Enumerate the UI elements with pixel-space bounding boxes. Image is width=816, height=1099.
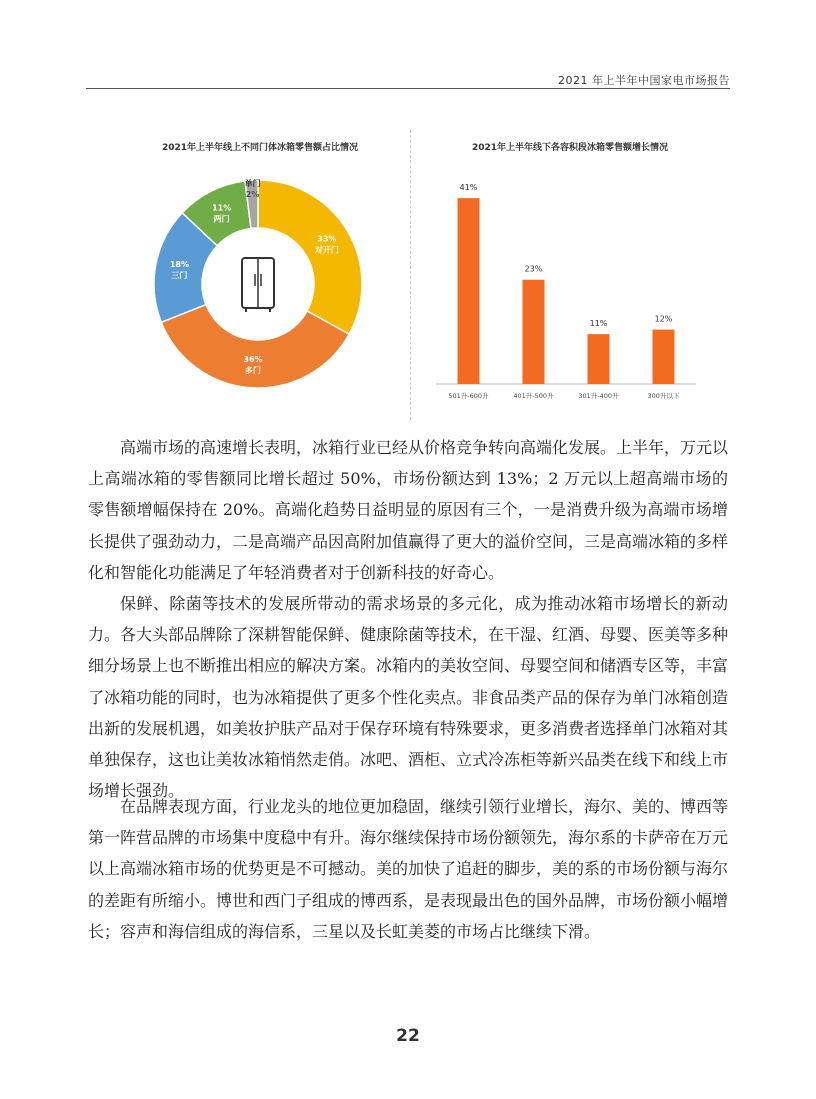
page-header-title: 2021 年上半年中国家电市场报告 <box>558 74 730 87</box>
pie-value-label-3: 18% <box>169 260 189 270</box>
body-paragraph-1: 高端市场的高速增长表明，冰箱行业已经从价格竞争转向高端化发展。上半年，万元以上高端冰箱的零售额同比增长超过 50%，市场份额达到 13%；2 万元以上超高端市场的零售额增幅保持在 20%。高端化趋势日益明显的原因有三个，一是消费升级为高端市场增长提供了强劲动力，二是高端产品因高附加值赢得了更大的溢价空间，三是高端冰箱的多样化和智能化功能满足了年轻消费者对于创新科技的好奇心。 <box>88 438 729 582</box>
pie-category-label-4: 两门 <box>213 214 230 224</box>
bar-value-label-1: 41% <box>459 183 478 193</box>
bar-category-label-2: 401升-500升 <box>513 392 554 400</box>
pie-category-label-5: 单门 <box>244 179 261 189</box>
bar-category-label-1: 501升-600升 <box>448 392 489 400</box>
body-paragraph-3: 在品牌表现方面，行业龙头的地位更加稳固，继续引领行业增长，海尔、美的、博西等第一阵营品牌的市场集中度稳中有升。海尔继续保持市场份额领先，海尔系的卡萨帝在万元以上高端冰箱市场的优势更是不可撼动。美的加快了追赶的脚步，美的系的市场份额与海尔的差距有所缩小。博世和西门子组成的博西系，是表现最出色的国外品牌，市场份额小幅增长；容声和海信组成的海信系，三星以及长虹美菱的市场占比继续下滑。 <box>88 797 729 941</box>
pie-category-label-1: 对开门 <box>314 245 339 255</box>
bar-value-label-4: 12% <box>654 314 673 324</box>
pie-category-label-2: 多门 <box>244 365 261 375</box>
pie-chart <box>150 170 370 400</box>
bar-chart-title: 2021年上半年线下各容积段冰箱零售额增长情况 <box>471 143 669 153</box>
chart-divider <box>410 130 411 420</box>
bar-value-label-3: 11% <box>589 319 608 329</box>
refrigerator-icon <box>242 258 274 312</box>
pie-value-label-4: 11% <box>212 203 232 213</box>
bar-chart <box>430 160 710 410</box>
page-number: 22 <box>396 1026 420 1046</box>
bar-category-label-3: 301升-400升 <box>578 392 619 400</box>
bar-1 <box>458 198 480 384</box>
pie-slice-1 <box>258 180 362 334</box>
bar-4 <box>653 330 675 384</box>
pie-value-label-2: 36% <box>243 354 263 364</box>
pie-value-label-5: 2% <box>245 190 260 200</box>
pie-category-label-3: 三门 <box>171 271 188 281</box>
body-paragraph-2: 保鲜、除菌等技术的发展所带动的需求场景的多元化，成为推动冰箱市场增长的新动力。各大头部品牌除了深耕智能保鲜、健康除菌等技术，在干湿、红酒、母婴、医美等多种细分场景上也不断推出相应的解决方案。冰箱内的美妆空间、母婴空间和储酒专区等，丰富了冰箱功能的同时，也为冰箱提供了更多个性化卖点。非食品类产品的保存为单门冰箱创造出新的发展机遇，如美妆护肤产品对于保存环境有特殊要求，更多消费者选择单门冰箱对其单独保存，这也让美妆冰箱悄然走俏。冰吧、酒柜、立式冷冻柜等新兴品类在线下和线上市场增长强劲。 <box>88 594 729 801</box>
bar-category-label-4: 300升以下 <box>647 392 680 400</box>
header-rule <box>86 88 730 89</box>
pie-chart-title: 2021年上半年线上不同门体冰箱零售额占比情况 <box>161 143 359 153</box>
bar-2 <box>523 280 545 384</box>
bar-3 <box>588 334 610 384</box>
bar-value-label-2: 23% <box>524 264 543 274</box>
pie-value-label-1: 33% <box>317 234 337 244</box>
